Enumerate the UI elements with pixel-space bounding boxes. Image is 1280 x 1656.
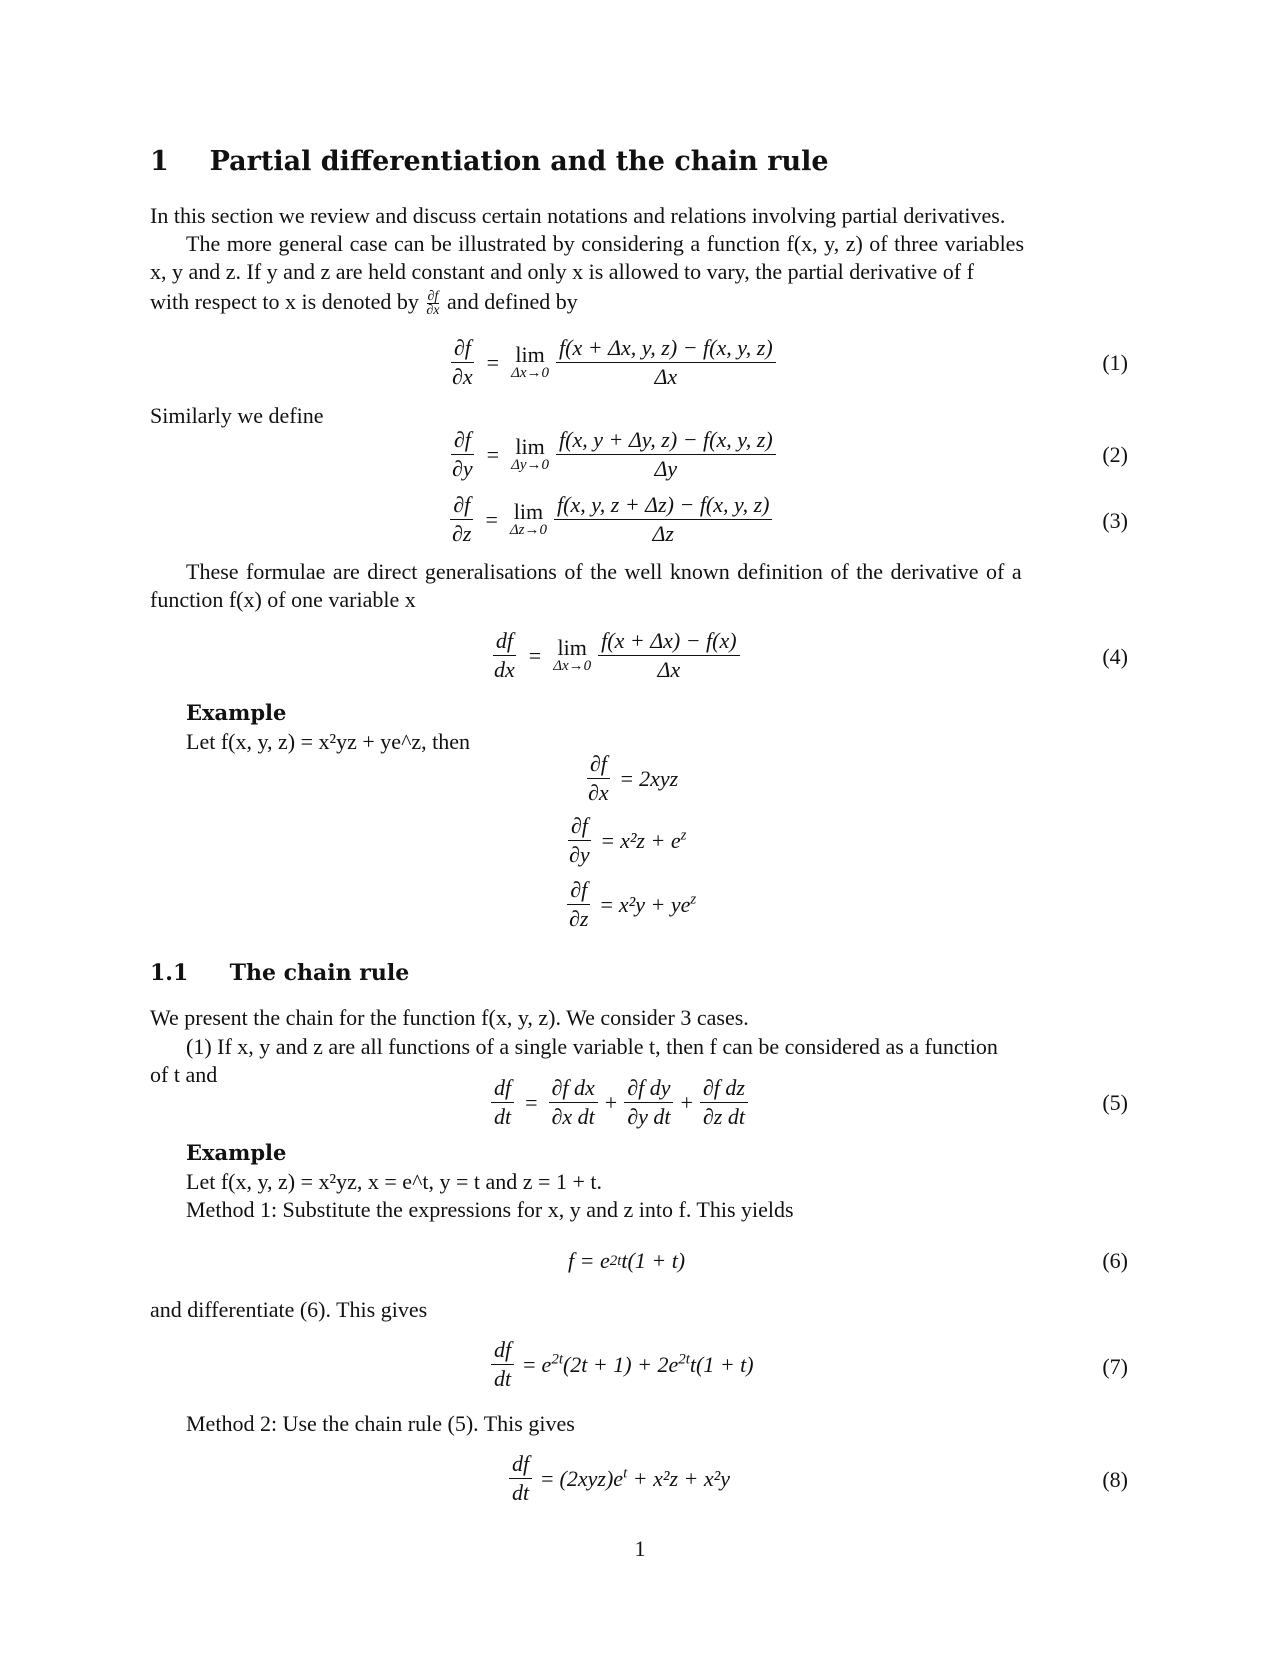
example-1-partial-y: $\frac{\partial f}{\partial y}$ = $x^2z + e^z$ <box>569 813 687 867</box>
method-2-text: Method 2: Use the chain rule (5). This gives <box>186 1411 575 1436</box>
paragraph-intro: In this section we review and discuss certain notations and relations involving partial derivatives. <box>150 203 1006 228</box>
subsection-intro: We present the chain for the function f(x, y, z). We consider 3 cases. <box>150 1005 749 1030</box>
page-number: 1 <box>634 1536 646 1561</box>
eq1-limit: lim Δx→0 <box>511 341 550 381</box>
example-label-1: Example <box>186 700 287 725</box>
equation-5: $\frac{df}{dt}$ = $\frac{\text{∂f dx}}{\text{∂x dt}}$ + $\frac{\text{∂f dy}}{\text{∂y dt}}$ + $\frac{\text{∂f dz}}{\text{∂z dt}}$ <box>488 1076 751 1129</box>
case-1-line1: (1) If x, y and z are all functions of a single variable t, then f can be considered as a function <box>186 1034 998 1059</box>
eq1-lhs-fraction: $\frac{\partial f}{\partial x}$ <box>452 335 473 389</box>
subsection-number: 1.1 <box>150 960 189 986</box>
equation-number-6: (6) <box>1102 1248 1128 1273</box>
section-heading <box>150 146 829 177</box>
paragraph-general-line2: x, y and z. If y and z are held constant and only x is allowed to vary, the partial derivative of f <box>150 259 974 284</box>
paragraph-general-line1: The more general case can be illustrated by considering a function f(x, y, z) of three variables <box>186 231 1025 256</box>
section-title: Partial differentiation and the chain rule <box>209 146 829 177</box>
subsection-title: The chain rule <box>229 960 410 986</box>
example-1-partial-z: $\frac{\partial f}{\partial z}$ = $x^2y + ye^z$ <box>569 877 697 931</box>
paragraph-similarly: Similarly we define <box>150 403 324 428</box>
example-1-partial-x: $\frac{\partial f}{\partial x}$ = 2xyz <box>588 751 679 805</box>
inline-partial-fraction: $\frac{\partial f}{\partial x}$ <box>426 289 440 319</box>
section-number: 1 <box>150 146 169 177</box>
equation-number-4: (4) <box>1102 644 1128 669</box>
paragraph-generalisation-line2: function f(x) of one variable x <box>150 587 416 612</box>
equation-number-1: (1) <box>1102 350 1128 375</box>
example-1-text: Let f(x, y, z) = x²yz + ye^z, then <box>186 729 471 754</box>
eq1-rhs-fraction: $\frac{f(x + \Delta x, y, z) - f(x, y, z)}{\Delta x}$ <box>556 336 776 389</box>
equation-number-7: (7) <box>1102 1354 1128 1379</box>
equation-number-5: (5) <box>1102 1090 1128 1115</box>
differentiate-text: and differentiate (6). This gives <box>150 1297 428 1322</box>
paragraph-general-line3: with respect to x is denoted by $\frac{\partial f}{\partial x}$ and defined by <box>150 289 578 319</box>
equation-2: $\frac{\partial f}{\partial y}$ = lim Δy→0 $\frac{f(x, y + \Delta y, z) - f(x, y, z)}{\Delta y}$ <box>446 428 779 481</box>
equation-8: $\frac{df}{dt}$ = $(2xyz)e^t + x^2z + x^2y$ <box>506 1452 730 1505</box>
equation-number-3: (3) <box>1102 508 1128 533</box>
case-1-line2: of t and <box>150 1062 218 1087</box>
subsection-heading <box>150 960 409 986</box>
equation-7: $\frac{df}{dt}$ = $e^{2t}(2t + 1) + 2e^{2t}t(1 + t)$ <box>488 1338 754 1391</box>
equation-number-8: (8) <box>1102 1467 1128 1492</box>
paragraph-generalisation-line1: These formulae are direct generalisations of the well known definition of the derivative of a <box>186 559 1022 584</box>
equation-6: f = e 2t t(1 + t) <box>568 1248 686 1273</box>
equation-3: $\frac{\partial f}{\partial z}$ = lim Δz→0 $\frac{f(x, y, z + \Delta z) - f(x, y, z)}{\Delta z}$ <box>446 493 775 546</box>
equation-4: $\frac{df}{dx}$ = lim Δx→0 $\frac{f(x + \Delta x) - f(x)}{\Delta x}$ <box>488 629 743 682</box>
example-2-text: Let f(x, y, z) = x²yz, x = e^t, y = t and z = 1 + t. <box>186 1169 602 1194</box>
equation-number-2: (2) <box>1102 442 1128 467</box>
method-1-text: Method 1: Substitute the expressions for x, y and z into f. This yields <box>186 1197 794 1222</box>
example-label-2: Example <box>186 1140 287 1165</box>
equation-1: $\frac{\partial f}{\partial x}$ = lim Δx→0 $\frac{f(x + \Delta x, y, z) - f(x, y, z)}{\Delta x}$ <box>446 336 779 389</box>
